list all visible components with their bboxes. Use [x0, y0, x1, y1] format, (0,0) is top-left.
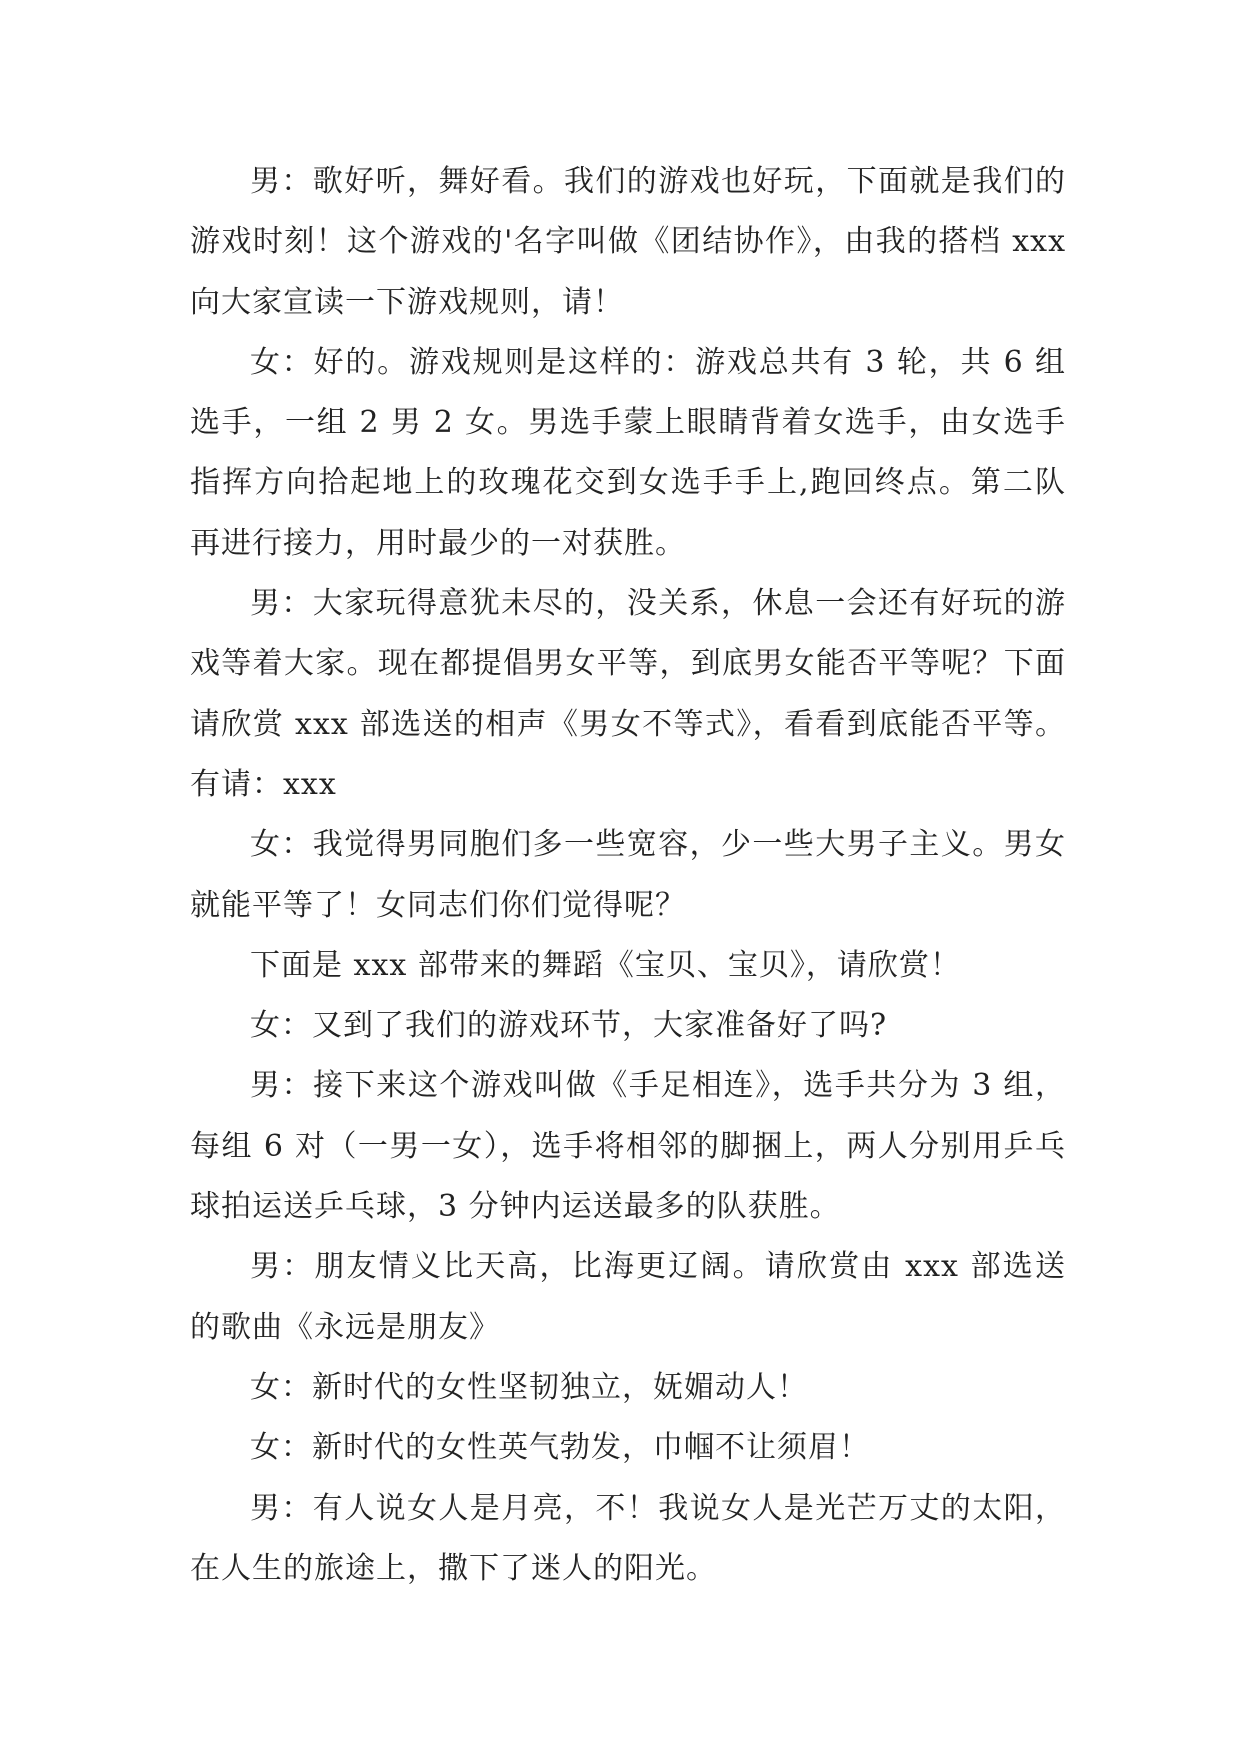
paragraph: 女：我觉得男同胞们多一些宽容，少一些大男子主义。男女就能平等了！女同志们你们觉得呢？: [190, 827, 1066, 923]
document-body: [190, 152, 1066, 1599]
paragraph: 男：歌好听，舞好看。我们的游戏也好玩，下面就是我们的游戏时刻！这个游戏的'名字叫做《团结协作》，由我的搭档 xxx 向大家宣读一下游戏规则，请！: [190, 164, 1066, 320]
paragraph: 男：接下来这个游戏叫做《手足相连》，选手共分为 3 组，每组 6 对（一男一女），选手将相邻的脚捆上，两人分别用乒乓球拍运送乒乓球，3 分钟内运送最多的队获胜。: [190, 1068, 1066, 1225]
paragraph: 女：新时代的女性坚韧独立，妩媚动人！: [250, 1369, 808, 1405]
paragraph: 男：有人说女人是月亮，不！我说女人是光芒万丈的太阳，在人生的旅途上，撒下了迷人的阳光。: [190, 1490, 1066, 1586]
paragraph: 女：新时代的女性英气勃发，巾帼不让须眉！: [250, 1430, 870, 1466]
paragraph: 下面是 xxx 部带来的舞蹈《宝贝、宝贝》，请欣赏！: [250, 947, 961, 983]
paragraph: 男：朋友情义比天高，比海更辽阔。请欣赏由 xxx 部选送的歌曲《永远是朋友》: [190, 1249, 1066, 1345]
paragraph: 女：又到了我们的游戏环节，大家准备好了吗?: [250, 1008, 888, 1044]
paragraph: 女：好的。游戏规则是这样的：游戏总共有 3 轮，共 6 组选手，一组 2 男 2 女。男选手蒙上眼睛背着女选手，由女选手指挥方向拾起地上的玫瑰花交到女选手手上,跑回终点。第二队再进行接力，用时最少的一对获胜。: [190, 344, 1066, 561]
paragraph: 男：大家玩得意犹未尽的，没关系，休息一会还有好玩的游戏等着大家。现在都提倡男女平等，到底男女能否平等呢？下面请欣赏 xxx 部选送的相声《男女不等式》，看看到底能否平等。有请：xxx: [190, 586, 1066, 802]
